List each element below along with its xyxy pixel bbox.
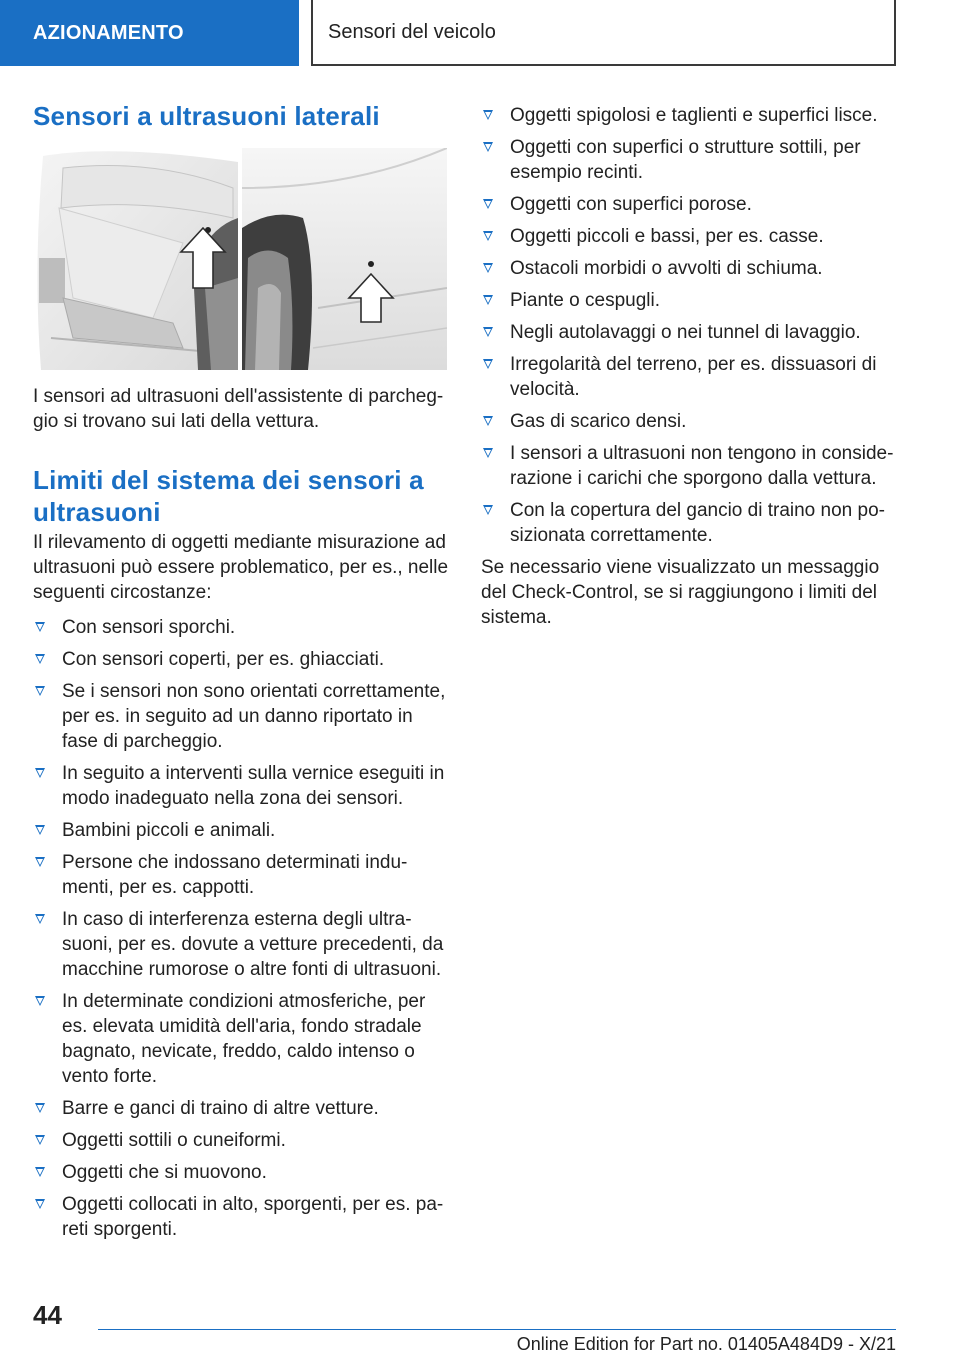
- triangle-bullet-icon: [483, 142, 493, 152]
- list-item: I sensori a ultrasuoni non tengono in conside-razione i carichi che sporgono dalla vettura.: [481, 441, 896, 491]
- triangle-bullet-icon: [35, 825, 45, 835]
- triangle-bullet-icon: [483, 263, 493, 273]
- check-control-paragraph: Se necessario viene visualizzato un messaggio del Check-Control, se si raggiungono i limiti del sistema.: [481, 557, 880, 628]
- triangle-bullet-icon: [35, 686, 45, 696]
- left-column: [33, 100, 449, 1249]
- side-fender-panel: [242, 148, 447, 370]
- list-item: Oggetti spigolosi e taglienti e superfici lisce.: [481, 103, 896, 128]
- list-item: In caso di interferenza esterna degli ultra-suoni, per es. dovute a vetture precedenti, da macchine rumorose o altre fonti di ultrasuoni.: [33, 907, 449, 982]
- triangle-bullet-icon: [35, 654, 45, 664]
- list-item: Negli autolavaggi o nei tunnel di lavaggio.: [481, 320, 896, 345]
- triangle-bullet-icon: [35, 1135, 45, 1145]
- triangle-bullet-icon: [483, 199, 493, 209]
- triangle-bullet-icon: [35, 768, 45, 778]
- list-item: Ostacoli morbidi o avvolti di schiuma.: [481, 256, 896, 281]
- triangle-bullet-icon: [483, 327, 493, 337]
- triangle-bullet-icon: [35, 622, 45, 632]
- edition-footer: Online Edition for Part no. 01405A484D9 - X/21: [516, 1334, 896, 1354]
- list-item: In determinate condizioni atmosferiche, per es. elevata umidità dell'aria, fondo stradale bagnato, nevicate, freddo, caldo intenso o vento forte.: [33, 989, 449, 1089]
- list-item: Oggetti con superfici o strutture sottili, per esempio recinti.: [481, 135, 896, 185]
- triangle-bullet-icon: [483, 448, 493, 458]
- page-number: 44: [33, 1300, 62, 1330]
- triangle-bullet-icon: [35, 1103, 45, 1113]
- section-label: AZIONAMENTO: [33, 21, 184, 44]
- right-column: [481, 103, 896, 630]
- list-item: Oggetti che si muovono.: [33, 1160, 449, 1185]
- triangle-bullet-icon: [35, 1199, 45, 1209]
- intro-paragraph: I sensori ad ultrasuoni dell'assistente di parcheg-gio si trovano sui lati della vettura.: [33, 386, 444, 432]
- triangle-bullet-icon: [483, 110, 493, 120]
- triangle-bullet-icon: [35, 914, 45, 924]
- list-item: Piante o cespugli.: [481, 288, 896, 313]
- list-item: Bambini piccoli e animali.: [33, 818, 449, 843]
- list-item: Gas di scarico densi.: [481, 409, 896, 434]
- triangle-bullet-icon: [35, 857, 45, 867]
- triangle-bullet-icon: [35, 1167, 45, 1177]
- list-item: Con la copertura del gancio di traino non po-sizionata correttamente.: [481, 498, 896, 548]
- list-item: Irregolarità del terreno, per es. dissuasori di velocità.: [481, 352, 896, 402]
- list-item: Con sensori sporchi.: [33, 615, 449, 640]
- side-sensor-illustration: [33, 148, 447, 370]
- front-bumper-panel: [33, 148, 238, 370]
- triangle-bullet-icon: [483, 416, 493, 426]
- list-item: Persone che indossano determinati indu-menti, per es. cappotti.: [33, 850, 449, 900]
- list-item: Se i sensori non sono orientati correttamente, per es. in seguito ad un danno riportato in fase di parcheggio.: [33, 679, 449, 754]
- triangle-bullet-icon: [483, 505, 493, 515]
- section-tab: [0, 0, 299, 66]
- footer-divider: [98, 1329, 896, 1330]
- list-item: In seguito a interventi sulla vernice eseguiti in modo inadeguato nella zona dei sensori.: [33, 761, 449, 811]
- list-item: Con sensori coperti, per es. ghiacciati.: [33, 647, 449, 672]
- chapter-header: [311, 0, 896, 66]
- triangle-bullet-icon: [483, 231, 493, 241]
- left-bullet-list: [33, 615, 449, 1242]
- chapter-label: Sensori del veicolo: [328, 20, 496, 43]
- triangle-bullet-icon: [483, 295, 493, 305]
- list-item: Oggetti sottili o cuneiformi.: [33, 1128, 449, 1153]
- right-bullet-list: [481, 103, 896, 548]
- list-item: Barre e ganci di traino di altre vetture.: [33, 1096, 449, 1121]
- limits-intro-paragraph: Il rilevamento di oggetti mediante misurazione ad ultrasuoni può essere problematico, per es., nelle seguenti circostanze:: [33, 532, 449, 603]
- section-heading-side-sensors: Sensori a ultrasuoni laterali: [33, 101, 380, 131]
- triangle-bullet-icon: [483, 359, 493, 369]
- section-heading-system-limits: Limiti del sistema dei sensori a ultrasuoni: [33, 465, 424, 527]
- list-item: Oggetti con superfici porose.: [481, 192, 896, 217]
- triangle-bullet-icon: [35, 996, 45, 1006]
- list-item: Oggetti collocati in alto, sporgenti, per es. pa-reti sporgenti.: [33, 1192, 449, 1242]
- list-item: Oggetti piccoli e bassi, per es. casse.: [481, 224, 896, 249]
